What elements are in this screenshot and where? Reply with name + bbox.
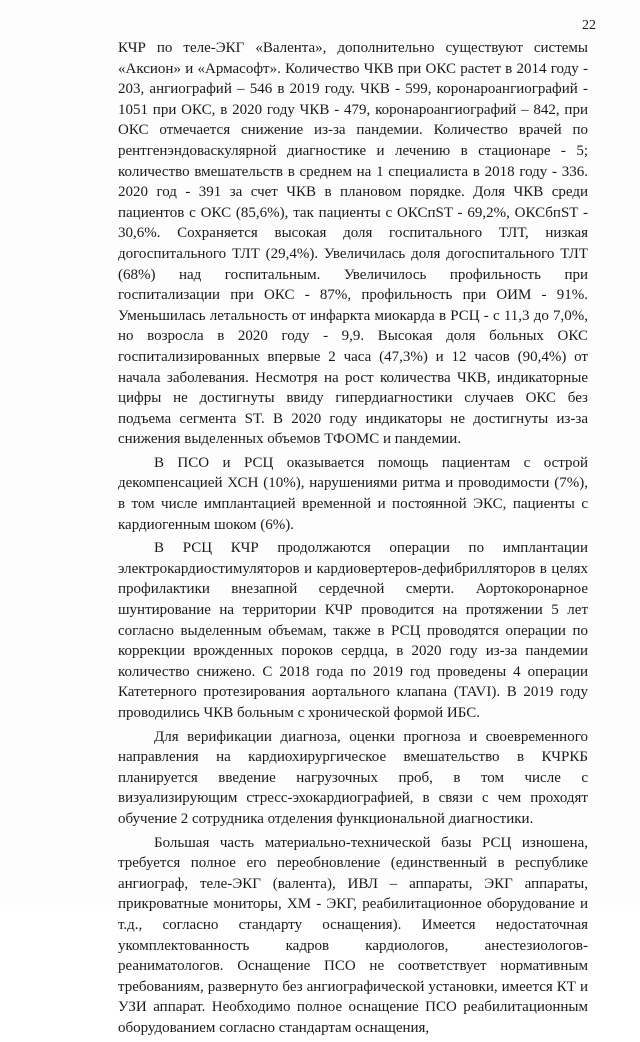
paragraph-equipment-needs: Большая часть материально-технической базы РСЦ изношена, требуется полное его переобновление (единственный в республике ангиограф, теле-ЭКГ (валента), ИВЛ – аппараты, ЭКГ аппараты, прикроватные мониторы, ХМ - ЭКГ, реабилитационное оборудование и т.д., согласно стандарту оснащения). Имеется недостаточная укомплектованность кадров кардиологов, анестезиологов- реаниматологов. Оснащение ПСО не соответствует нормативным требованиям, развернуто без ангиографической установки, имеется КТ и УЗИ аппарат. Необходимо полное оснащение ПСО реабилитационным оборудованием согласно стандартам оснащения, <box>118 834 588 1036</box>
paragraph-heart-failure-care: В ПСО и РСЦ оказывается помощь пациентам с острой декомпенсацией ХСН (10%), нарушениями ритма и проводимости (7%), в том числе имплантацией временной и постоянной ЭКС, пациенты с кардиогенным шоком (6%). <box>118 454 588 533</box>
paragraph-ecg-pci-stats: КЧР по теле-ЭКГ «Валента», дополнительно существуют системы «Аксион» и «Армасофт». Количество ЧКВ при ОКС растет в 2014 году - 203, ангиографий – 546 в 2019 году. ЧКВ - 599, коронароангиографий - 1051 при ОКС, в 2020 году ЧКВ - 479, коронароангиографий – 842, при ОКС отмечается снижение из-за пандемии. Количество врачей по рентгенэндоваскулярной диагностике и лечению в стационаре - 5; количество вмешательств в среднем на 1 специалиста в 2018 году - 336. 2020 год - 391 за счет ЧКВ в плановом порядке. Доля ЧКВ среди пациентов с ОКС (85,6%), так пациенты с ОКСпST - 69,2%, ОКСбпST - 30,6%. Сохраняется высокая доля госпитального ТЛТ, низкая догоспитального ТЛТ (29,4%). Увеличилась доля догоспитального ТЛТ (68%) над госпитальным. Увеличилось профильность при госпитализации при ОКС - 87%, профильность при ОИМ - 91%. Уменьшилась летальность от инфаркта миокарда в РСЦ - с 11,3 до 7,0%, но возросла в 2020 году - 9,9. Высокая доля больных ОКС госпитализированных впервые 2 часа (47,3%) и 12 часов (90,4%) от начала заболевания. Несмотря на рост количества ЧКВ, индикаторные цифры не достигнуты ввиду гипердиагностики случаев ОКС без подъема сегмента ST. В 2020 году индикаторы не достигнуты из-за снижения выделенных объемов ТФОМС и пандемии. <box>118 40 588 448</box>
page-number: 22 <box>582 18 596 33</box>
paragraph-diagnostics-plan: Для верификации диагноза, оценки прогноза и своевременного направления на кардиохирургическое вмешательство в КЧРКБ планируется введение нагрузочных проб, в том числе с визуализирующим стресс-эхокардиографией, в связи с чем проходят обучение 2 сотрудника отделения функциональной диагностики. <box>118 728 588 827</box>
paragraph-cardiac-surgery: В РСЦ КЧР продолжаются операции по имплантации электрокардиостимуляторов и кардиовертеров-дефибрилляторов в целях профилактики внезапной сердечной смерти. Аортокоронарное шунтирование на территории КЧР проводится на протяжении 5 лет согласно выделенным объемам, также в РСЦ проводятся операции по коррекции врожденных пороков сердца, в 2020 году из-за пандемии количество снижено. С 2018 года по 2019 год проведены 4 операции Катетерного протезирования аортального клапана (TAVI). В 2019 году проводились ЧКВ больным с хронической формой ИБС. <box>118 540 588 721</box>
document-body <box>118 38 588 1042</box>
